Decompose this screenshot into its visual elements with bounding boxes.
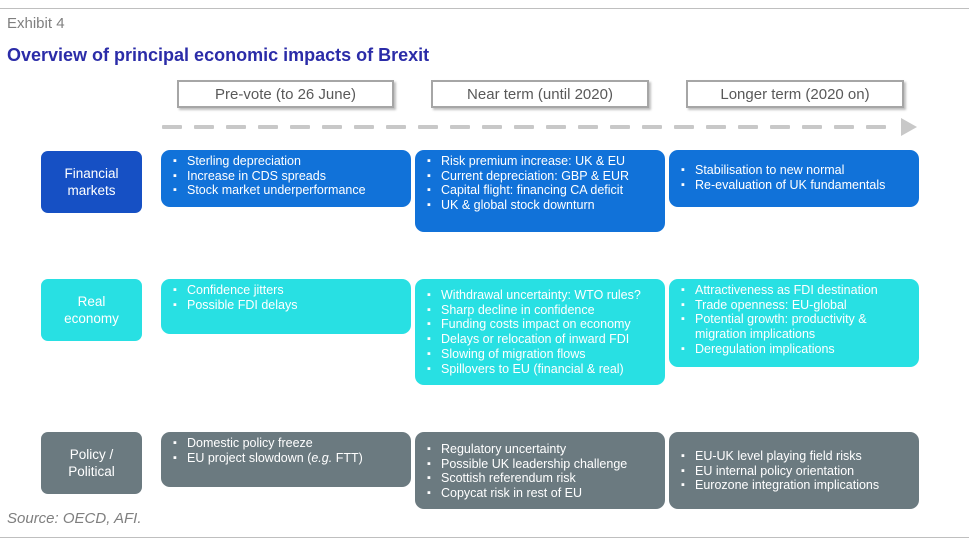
bullet-item: ▪ Increase in CDS spreads bbox=[173, 169, 405, 184]
timeline-dash bbox=[514, 125, 534, 129]
timeline-dash bbox=[834, 125, 854, 129]
timeline-dash bbox=[354, 125, 374, 129]
bullet-item: ▪ Slowing of migration flows bbox=[427, 347, 659, 362]
cell-financial-near-term bbox=[415, 150, 665, 232]
bullet-item: ▪ Attractiveness as FDI destination bbox=[681, 283, 913, 298]
bullet-item: ▪ Possible UK leadership challenge bbox=[427, 457, 659, 472]
bullet-item: ▪ Spillovers to EU (financial & real) bbox=[427, 362, 659, 377]
bullet-item: ▪ Sterling depreciation bbox=[173, 154, 405, 169]
timeline-dash bbox=[482, 125, 502, 129]
bullet-item: ▪ Eurozone integration implications bbox=[681, 478, 913, 493]
bullet-item: ▪ Withdrawal uncertainty: WTO rules? bbox=[427, 288, 659, 303]
timeline-dash bbox=[770, 125, 790, 129]
bullet-list bbox=[173, 283, 405, 312]
phase-longer-term: Longer term (2020 on) bbox=[686, 80, 904, 108]
top-rule bbox=[0, 8, 969, 9]
row-label-financial-markets: Financial markets bbox=[41, 151, 142, 213]
timeline-dash bbox=[322, 125, 342, 129]
bullet-item: ▪ Sharp decline in confidence bbox=[427, 303, 659, 318]
bullet-text: FTT) bbox=[332, 450, 363, 465]
bullet-list bbox=[173, 436, 405, 465]
cell-financial-longer-term bbox=[669, 150, 919, 207]
cell-real-near-term bbox=[415, 279, 665, 385]
bullet-list bbox=[681, 449, 913, 493]
bottom-rule bbox=[0, 537, 969, 538]
bullet-item: ▪ Scottish referendum risk bbox=[427, 471, 659, 486]
source-note: Source: OECD, AFI. bbox=[7, 510, 142, 527]
timeline-dash bbox=[450, 125, 470, 129]
timeline-dash bbox=[642, 125, 662, 129]
bullet-item: ▪ Funding costs impact on economy bbox=[427, 317, 659, 332]
bullet-text-italic: e.g. bbox=[311, 450, 333, 465]
bullet-item: ▪ Current depreciation: GBP & EUR bbox=[427, 169, 659, 184]
bullet-list bbox=[427, 442, 659, 501]
bullet-item: ▪ Confidence jitters bbox=[173, 283, 405, 298]
timeline-dash bbox=[258, 125, 278, 129]
bullet-text: EU project slowdown ( bbox=[187, 450, 312, 465]
phase-near-term: Near term (until 2020) bbox=[431, 80, 649, 108]
bullet-item: ▪ EU-UK level playing field risks bbox=[681, 449, 913, 464]
timeline-dash bbox=[738, 125, 758, 129]
bullet-item: ▪ Stabilisation to new normal bbox=[681, 163, 913, 178]
cell-financial-pre-vote bbox=[161, 150, 411, 207]
bullet-item: ▪ Regulatory uncertainty bbox=[427, 442, 659, 457]
timeline-dash bbox=[546, 125, 566, 129]
timeline-dash bbox=[706, 125, 726, 129]
timeline-dash bbox=[418, 125, 438, 129]
timeline-dash bbox=[290, 125, 310, 129]
arrow-head-icon bbox=[901, 118, 917, 136]
bullet-item: ▪ Risk premium increase: UK & EU bbox=[427, 154, 659, 169]
timeline-dash bbox=[674, 125, 694, 129]
row-label-policy-political: Policy / Political bbox=[41, 432, 142, 494]
bullet-item bbox=[173, 451, 405, 466]
bullet-item: ▪ Possible FDI delays bbox=[173, 298, 405, 313]
timeline-dash bbox=[866, 125, 886, 129]
row-label-real-economy: Real economy bbox=[41, 279, 142, 341]
diagram-title: Overview of principal economic impacts of Brexit bbox=[7, 45, 430, 65]
cell-policy-near-term bbox=[415, 432, 665, 509]
timeline-dash bbox=[226, 125, 246, 129]
bullet-item: ▪ Capital flight: financing CA deficit bbox=[427, 183, 659, 198]
timeline-dash bbox=[386, 125, 406, 129]
bullet-item: ▪ EU internal policy orientation bbox=[681, 464, 913, 479]
cell-policy-pre-vote bbox=[161, 432, 411, 487]
bullet-item: ▪ Copycat risk in rest of EU bbox=[427, 486, 659, 501]
timeline-dash bbox=[610, 125, 630, 129]
cell-real-pre-vote bbox=[161, 279, 411, 334]
bullet-item: ▪ Domestic policy freeze bbox=[173, 436, 405, 451]
timeline-dash bbox=[162, 125, 182, 129]
timeline-dash bbox=[578, 125, 598, 129]
bullet-item: ▪ Stock market underperformance bbox=[173, 183, 405, 198]
bullet-item: ▪ Deregulation implications bbox=[681, 342, 913, 357]
cell-real-longer-term bbox=[669, 279, 919, 367]
bullet-list bbox=[681, 163, 913, 192]
bullet-item: ▪ Delays or relocation of inward FDI bbox=[427, 332, 659, 347]
timeline-dash bbox=[194, 125, 214, 129]
bullet-item: ▪ Re-evaluation of UK fundamentals bbox=[681, 178, 913, 193]
bullet-item: ▪ UK & global stock downturn bbox=[427, 198, 659, 213]
exhibit-number: Exhibit 4 bbox=[7, 15, 65, 32]
bullet-list bbox=[427, 154, 659, 213]
timeline-dash bbox=[802, 125, 822, 129]
bullet-item: ▪ Potential growth: productivity & migration implications bbox=[681, 312, 913, 341]
cell-policy-longer-term bbox=[669, 432, 919, 509]
bullet-item: ▪ Trade openness: EU-global bbox=[681, 298, 913, 313]
bullet-list bbox=[681, 283, 913, 357]
bullet-list bbox=[173, 154, 405, 198]
bullet-list bbox=[427, 288, 659, 376]
phase-pre-vote: Pre-vote (to 26 June) bbox=[177, 80, 394, 108]
